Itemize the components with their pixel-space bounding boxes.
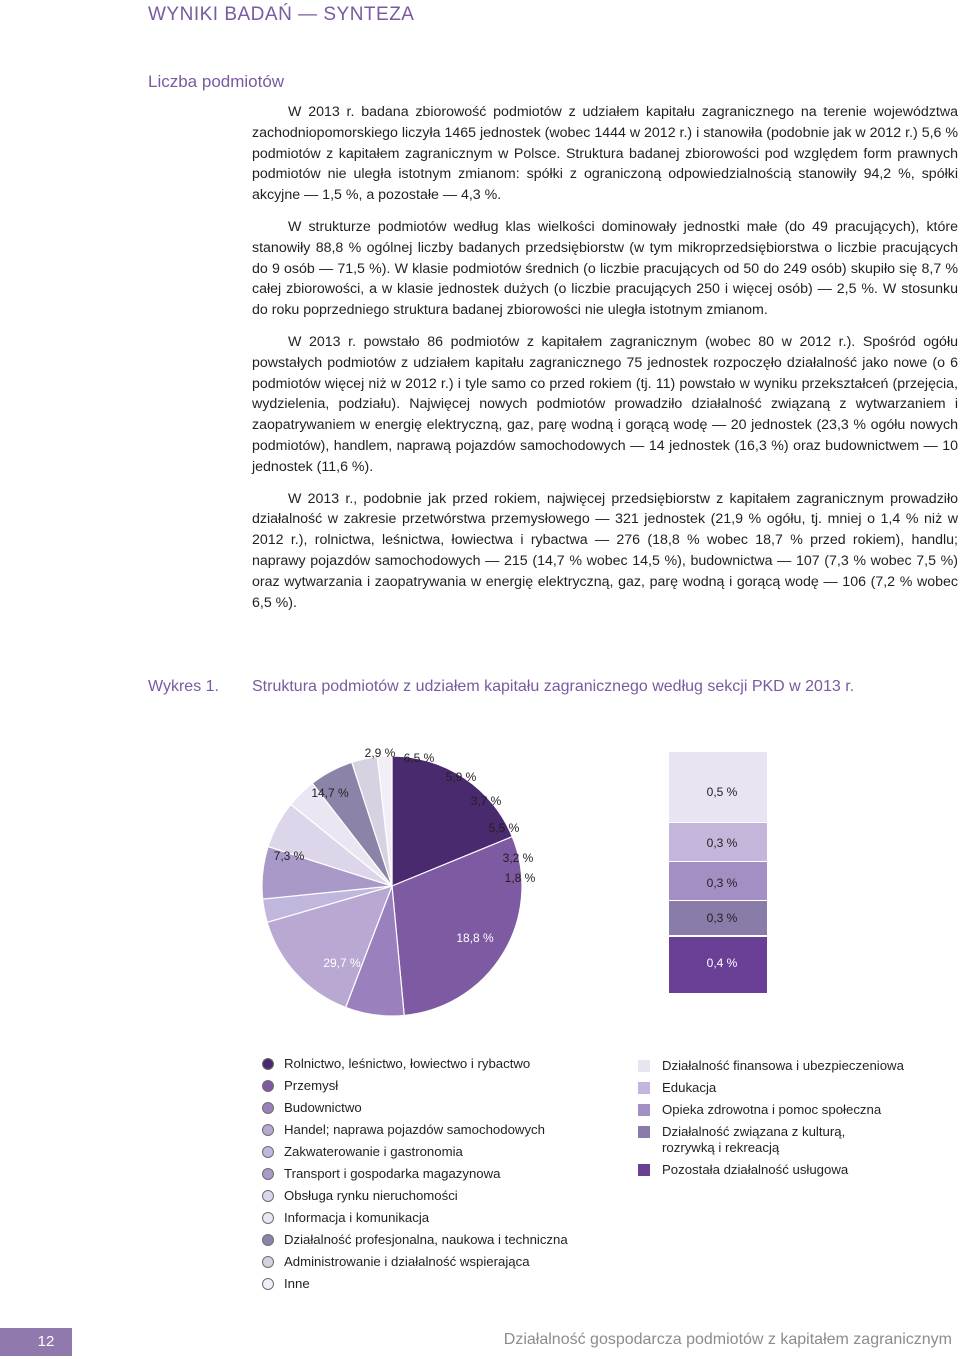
legend-swatch [262, 1212, 274, 1224]
legend-label: Inne [284, 1276, 310, 1291]
figure-label: Wykres 1. [148, 678, 219, 695]
paragraph: W 2013 r. badana zbiorowość podmiotów z udziałem kapitału zagranicznego na terenie województwa zachodniopomorskiego liczyła 1465 jednostek (wobec 1444 w 2012 r.) i stanowiła (podobnie jak w 2012 r.) 5,6 % podmiotów z kapitałem zagranicznym w Polsce. Struktura badanej zbiorowości pod względem form prawnych podmiotów nie uległa istotnym zmianom: spółki z ograniczoną odpowiedzialnością stanowiły 94,2 %, spółki akcyjne — 1,5 %, a pozostałe — 4,3 %. [252, 104, 958, 204]
legend-item [262, 1276, 568, 1298]
legend-label: Rolnictwo, leśnictwo, łowiectwo i rybactwo [284, 1056, 531, 1071]
legend-swatch [262, 1278, 274, 1290]
pie-slice-label: 7,3 % [273, 849, 305, 863]
pie-slice-label: 5,9 % [445, 770, 477, 784]
section-title: Liczba podmiotów [148, 72, 285, 91]
legend-label: Działalność profesjonalna, naukowa i techniczna [284, 1232, 568, 1247]
legend-item [262, 1144, 568, 1166]
figure-title: Struktura podmiotów z udziałem kapitału zagranicznego według sekcji PKD w 2013 r. [252, 678, 855, 695]
legend-right [638, 1058, 904, 1184]
legend-item [262, 1100, 568, 1122]
legend-label: Zakwaterowanie i gastronomia [284, 1144, 463, 1159]
pie-slice-label: 18,8 % [456, 931, 494, 945]
legend-label: Opieka zdrowotna i pomoc społeczna [662, 1102, 882, 1117]
legend-label: Handel; naprawa pojazdów samochodowych [284, 1122, 545, 1137]
legend-item [262, 1210, 568, 1232]
paragraph: W 2013 r., podobnie jak przed rokiem, najwięcej przedsiębiorstw z kapitałem zagranicznym prowadziło działalność w zakresie przetwórstwa przemysłowego — 321 jednostek (21,9 % ogółu, tj. mniej o 1,4 % niż w 2012 r.), rolnictwa, leśnictwa, łowiectwa i rybactwa — 276 (18,8 % wobec 18,7 % przed rokiem), handlu; naprawy pojazdów samochodowych — 215 (14,7 % wobec 14,5 %), budownictwa — 107 (7,3 % wobec 7,5 %) oraz wytwarzania i zaopatrywania w energię elektryczną, gaz, parę wodną i gorącą wodę — 106 (7,2 % wobec 6,5 %). [252, 490, 958, 611]
legend-swatch [262, 1102, 274, 1114]
stack-bar-label: 0,5 % [706, 785, 738, 799]
legend-swatch [262, 1256, 274, 1268]
legend-label: Budownictwo [284, 1100, 362, 1115]
pie-slice-label: 3,2 % [502, 851, 534, 865]
paragraph: W 2013 r. powstało 86 podmiotów z kapitałem zagranicznym (wobec 80 w 2012 r.). Spośród ogółu powstałych podmiotów z udziałem kapitału zagranicznego 75 jednostek rozpoczęło działalność jako nowe (o 6 podmiotów więcej niż w 2012 r.) i tyle samo co przed rokiem (tj. 11) powstało w wyniku przekształceń (przejęcia, wydzielenia, podziału). Najwięcej nowych podmiotów prowadziło działalność związaną z wytwarzaniem i zaopatrywaniem w energię elektryczną, gaz, parę wodną i gorącą wodę — 20 jednostek (23,3 % ogółu nowych podmiotów), handlem, naprawą pojazdów samochodowych — 14 jednostek (16,3 %) oraz budownictwem — 10 jednostek (11,6 %). [252, 333, 958, 475]
pie-slice-label: 29,7 % [323, 956, 361, 970]
legend-swatch [638, 1104, 650, 1116]
pie-slice-label: 2,9 % [364, 746, 396, 760]
legend-swatch [638, 1060, 650, 1072]
legend-swatch [262, 1146, 274, 1158]
legend-label: Transport i gospodarka magazynowa [284, 1166, 501, 1181]
legend-label: Pozostała działalność usługowa [662, 1162, 849, 1177]
pie-slice-label: 1,8 % [504, 871, 536, 885]
legend-swatch [638, 1164, 650, 1176]
legend-item [638, 1058, 904, 1080]
legend-left [262, 1056, 568, 1298]
stack-bar-label: 0,3 % [706, 876, 738, 890]
legend-label: Przemysł [284, 1078, 339, 1093]
paragraph: W strukturze podmiotów według klas wielkości dominowały jednostki małe (do 49 pracujących), które stanowiły 88,8 % ogólnej liczby badanych przedsiębiorstw (w tym mikroprzedsiębiorstwa o liczbie pracujących do 9 osób — 71,5 %). W klasie podmiotów średnich (o liczbie pracujących od 50 do 249 osób) skupiło się 8,7 % całej zbiorowości, a w klasie jednostek dużych (o liczbie pracujących 250 i więcej osób) — 2,5 %. W stosunku do roku poprzedniego struktura badanej zbiorowości nie uległa istotnym zmianom. [252, 218, 958, 319]
footer-title: Działalność gospodarcza podmiotów z kapitałem zagranicznym [503, 1331, 952, 1348]
legend-item [638, 1080, 904, 1102]
stack-bar-label: 0,3 % [706, 911, 738, 925]
legend-item [638, 1102, 904, 1124]
pie-slice-label: 14,7 % [311, 786, 349, 800]
legend-swatch [262, 1168, 274, 1180]
legend-swatch [262, 1190, 274, 1202]
page-header: WYNIKI BADAŃ — SYNTEZA [148, 4, 415, 25]
legend-label: Edukacja [662, 1080, 717, 1095]
legend-swatch [638, 1082, 650, 1094]
legend-item [262, 1078, 568, 1100]
legend-swatch [262, 1124, 274, 1136]
pie-slice-label: 6,5 % [403, 751, 435, 765]
legend-label: Działalność związana z kulturą, rozrywką i rekreacją [662, 1124, 846, 1155]
stack-bar-label: 0,3 % [706, 836, 738, 850]
legend-label: Działalność finansowa i ubezpieczeniowa [662, 1058, 904, 1073]
legend-item [262, 1188, 568, 1210]
legend-swatch [638, 1126, 650, 1138]
legend-item [262, 1166, 568, 1188]
legend-swatch [262, 1234, 274, 1246]
pie-slice-label: 3,7 % [470, 794, 502, 808]
legend-item [262, 1254, 568, 1276]
legend-label: Obsługa rynku nieruchomości [284, 1188, 458, 1203]
legend-item [262, 1056, 568, 1078]
legend-item [262, 1122, 568, 1144]
legend-item [638, 1162, 904, 1184]
legend-item [638, 1124, 904, 1162]
pie-slice-label: 5,5 % [488, 821, 520, 835]
legend-label: Administrowanie i działalność wspierająca [284, 1254, 530, 1269]
page-number: 12 [37, 1333, 55, 1350]
legend-swatch [262, 1058, 274, 1070]
legend-label: Informacja i komunikacja [284, 1210, 430, 1225]
stack-bar-label: 0,4 % [706, 956, 738, 970]
legend-swatch [262, 1080, 274, 1092]
legend-item [262, 1232, 568, 1254]
